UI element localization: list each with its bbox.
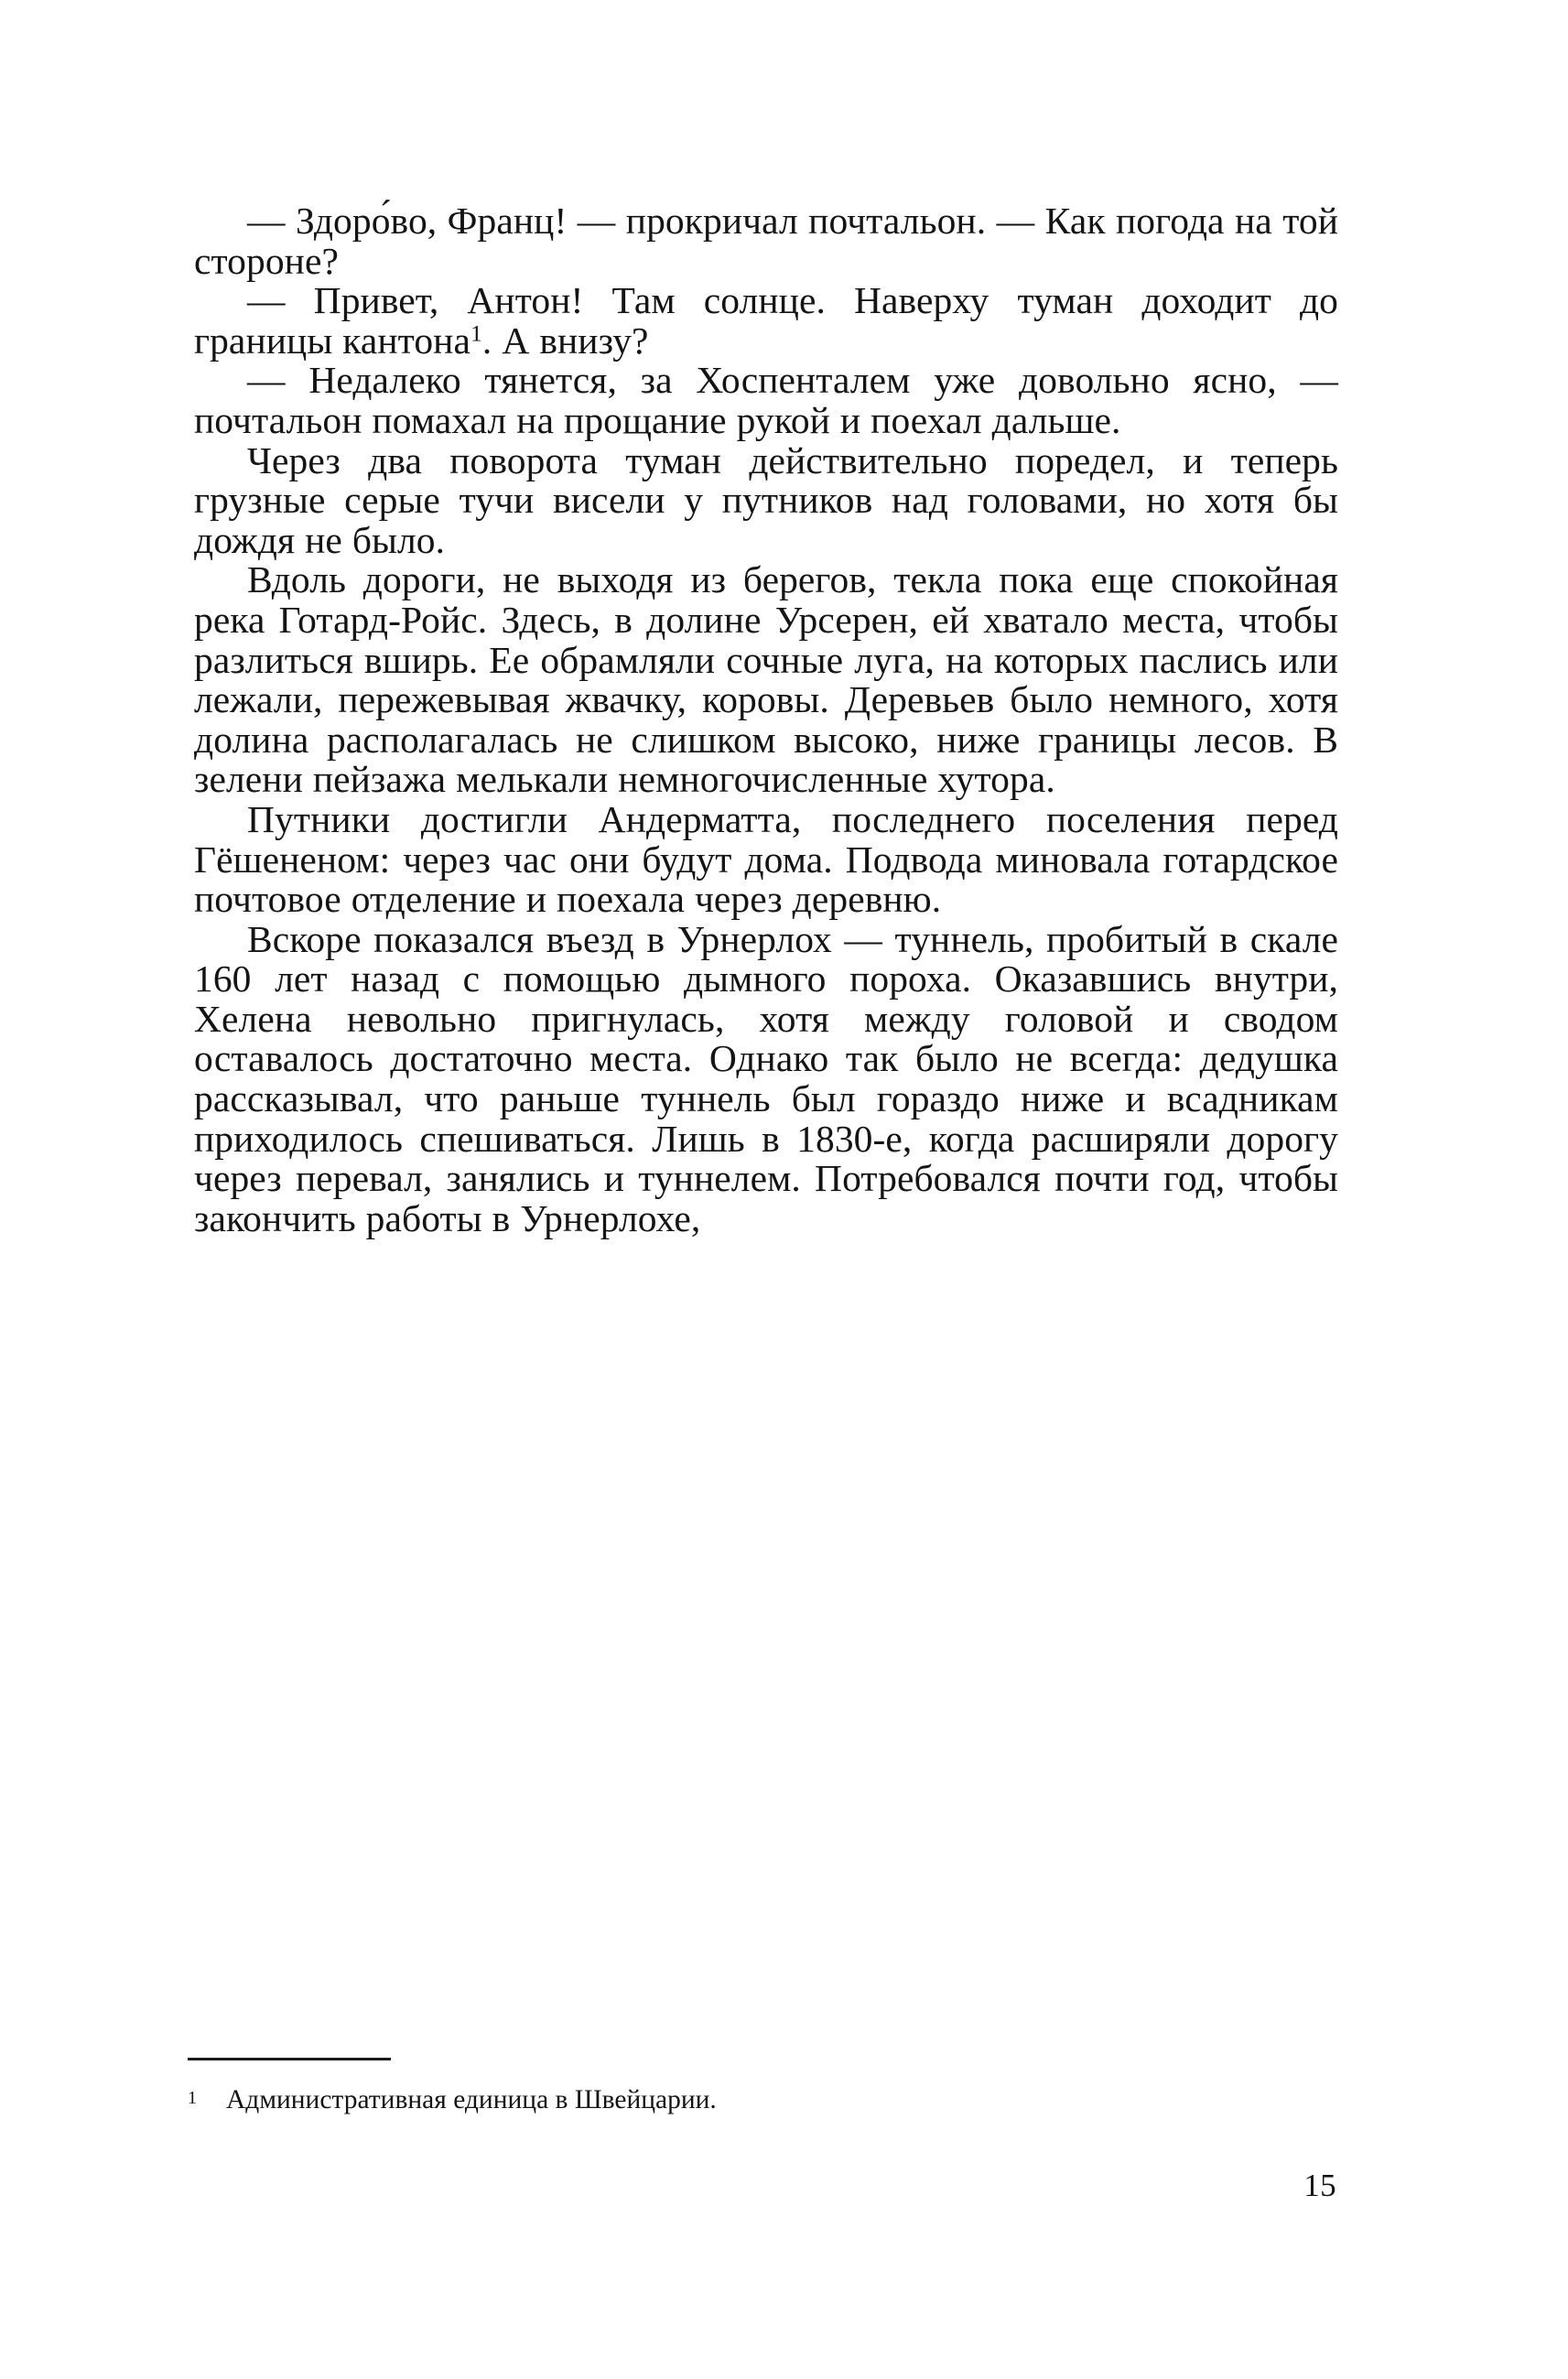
- footnote-number: 1: [188, 2088, 197, 2108]
- paragraph-narrative-andermatt: Путники достигли Андерматта, последнего поселения перед Гёшененом: через час они будут дома. Подвода миновала готардское почтовое отделение и поехала через деревню.: [194, 797, 1338, 921]
- paragraph-narrative-tunnel: Вскоре показался въезд в Урнерлох — туннель, пробитый в скале 160 лет назад с помощью дымного пороха. Оказавшись внутри, Хелена невольно пригнулась, хотя между головой и сводом оставалось достаточно места. Однако так было не всегда: дедушка рассказывал, что раньше туннель был гораздо ниже и всадникам приходилось спешиваться. Лишь в 1830-е, когда расширяли дорогу через перевал, занялись и туннелем. Потребовался почти год, чтобы закончить работы в Урнерлохе,: [194, 917, 1338, 1239]
- body-text-column: [194, 201, 1338, 1238]
- footnote-entry: [188, 2084, 1341, 2115]
- paragraph-text-after-footnote-ref: . А внизу?: [481, 319, 649, 362]
- footnote-text: Административная единица в Швейцарии.: [226, 2085, 717, 2114]
- footnote-area: [188, 2058, 1341, 2115]
- paragraph-narrative-river: Вдоль дороги, не выходя из берегов, текла пока еще спокойная река Готард-Ройс. Здесь, в долине Урсерен, ей хватало места, чтобы разлиться вширь. Ее обрамляли сочные луга, на которых паслись или лежали, пережевывая жвачку, коровы. Деревьев было немного, хотя долина располагалась не слишком высоко, ниже границы лесов. В зелени пейзажа мелькали немногочисленные хутора.: [194, 558, 1338, 801]
- footnote-separator-rule: [188, 2058, 391, 2060]
- paragraph-narrative-fog: Через два поворота туман действительно поредел, и теперь грузные серые тучи висели у путников над головами, но хотя бы дождя не было.: [194, 438, 1338, 561]
- paragraph-text-before-footnote-ref: — Привет, Антон! Там солнце. Наверху туман доходит до границы кантона: [194, 279, 1338, 362]
- footnote-reference-marker: 1: [470, 319, 482, 347]
- page-number: 15: [1303, 2168, 1336, 2203]
- paragraph-dialogue-1: — Здоро́во, Франц! — прокричал почтальон. — Как погода на той стороне?: [194, 200, 1338, 282]
- paragraph-dialogue-3: — Недалеко тянется, за Хоспенталем уже довольно ясно, — почтальон помахал на прощание рукой и поехал дальше.: [194, 359, 1338, 441]
- paragraph-dialogue-2: [194, 281, 1338, 361]
